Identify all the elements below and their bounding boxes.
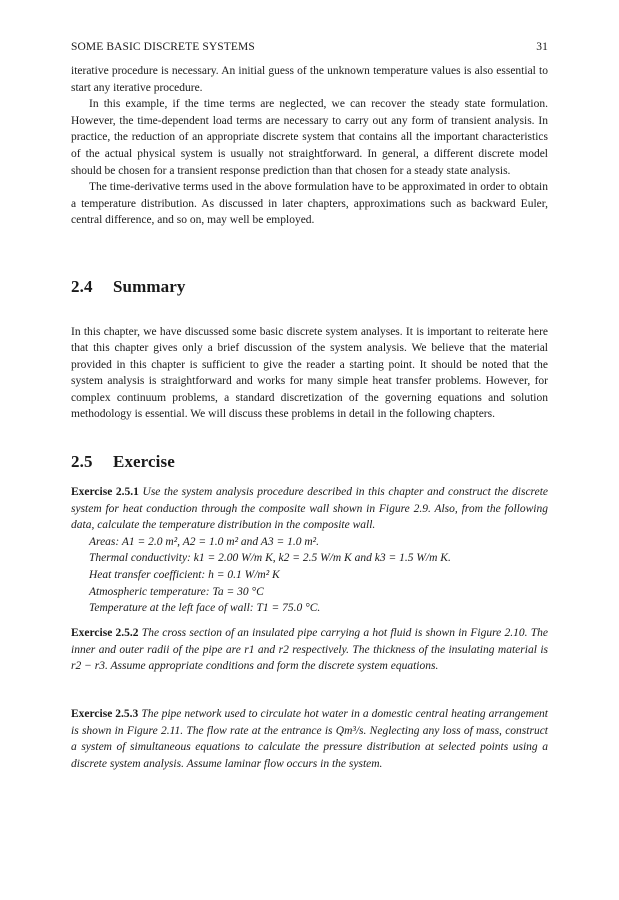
section-number: 2.4 [71,277,93,296]
intro-paragraph: The time-derivative terms used in the above formulation have to be approximated in order to obtain a temperature distribution. As discussed in later chapters, approximations such as backward Euler, central difference, and so on, may well be employed. [71,181,548,227]
exercise-2-5-2 [71,625,548,675]
data-line-heat-transfer: Heat transfer coefficient: h = 0.1 W/m² K [89,568,280,581]
intro-paragraph: iterative procedure is necessary. An initial guess of the unknown temperature values is also essential to start any iterative procedure. [71,65,548,94]
exercise-label: Exercise 2.5.3 [71,708,139,720]
exercise-text: Use the system analysis procedure described in this chapter and construct the discrete system for heat conduction through the composite wall shown in Figure 2.9. Also, from the following data, calculate the temperature distribution in the composite wall. [71,486,549,532]
data-line-conductivity: Thermal conductivity: k1 = 2.00 W/m K, k2 = 2.5 W/m K and k3 = 1.5 W/m K. [89,552,451,565]
exercise-text: The cross section of an insulated pipe carrying a hot fluid is shown in Figure 2.10. The inner and outer radii of the pipe are r1 and r2 respectively. The thickness of the insulating material is r2 − r3. Assume appropriate conditions and form the discrete system equations. [71,627,548,673]
exercise-2-5-3 [71,706,548,772]
section-title: Exercise [113,452,175,471]
running-title: SOME BASIC DISCRETE SYSTEMS [71,41,255,53]
exercise-label: Exercise 2.5.1 [71,486,139,498]
data-line-areas: Areas: A1 = 2.0 m², A2 = 1.0 m² and A3 = 1.0 m². [89,535,319,548]
page-number: 31 [536,41,548,53]
exercise-label: Exercise 2.5.2 [71,627,139,639]
intro-paragraph: In this example, if the time terms are neglected, we can recover the steady state formulation. However, the time-dependent load terms are necessary to carry out any form of transient analysis. In practice, the reduction of an appropriate discrete system that contains all the important characteristics of the actual physical system is usually not straightforward. In general, a different discrete model should be chosen for a transient response prediction than that chosen for a steady state analysis. [71,98,548,177]
data-line-left-face: Temperature at the left face of wall: T1 = 75.0 °C. [89,602,321,615]
intro-text [71,63,548,229]
section-number: 2.5 [71,452,93,471]
exercise-heading [71,452,175,472]
data-line-atmospheric: Atmospheric temperature: Ta = 30 °C [89,585,264,598]
exercise-text: The pipe network used to circulate hot water in a domestic central heating arrangement is shown in Figure 2.11. The flow rate at the entrance is Qm³/s. Neglecting any loss of mass, construct a system of simultaneous equations to calculate the pressure distribution at selected points using a discrete system analysis. Assume laminar flow occurs in the system. [71,708,548,770]
exercise-2-5-1 [71,484,548,617]
summary-heading [71,277,185,297]
section-title: Summary [113,277,186,296]
summary-paragraph: In this chapter, we have discussed some basic discrete system analyses. It is important to reiterate here that this chapter gives only a brief discussion of the system analysis. We believe that the material provided in this chapter is sufficient to give the reader a starting point. It should be noted that the system analysis is straightforward and works for many simple heat transfer problems. However, for complex continuum problems, a standard discretization of the governing equations and solution methodology is essential. We will discuss these problems in detail in the following chapters. [71,325,548,421]
